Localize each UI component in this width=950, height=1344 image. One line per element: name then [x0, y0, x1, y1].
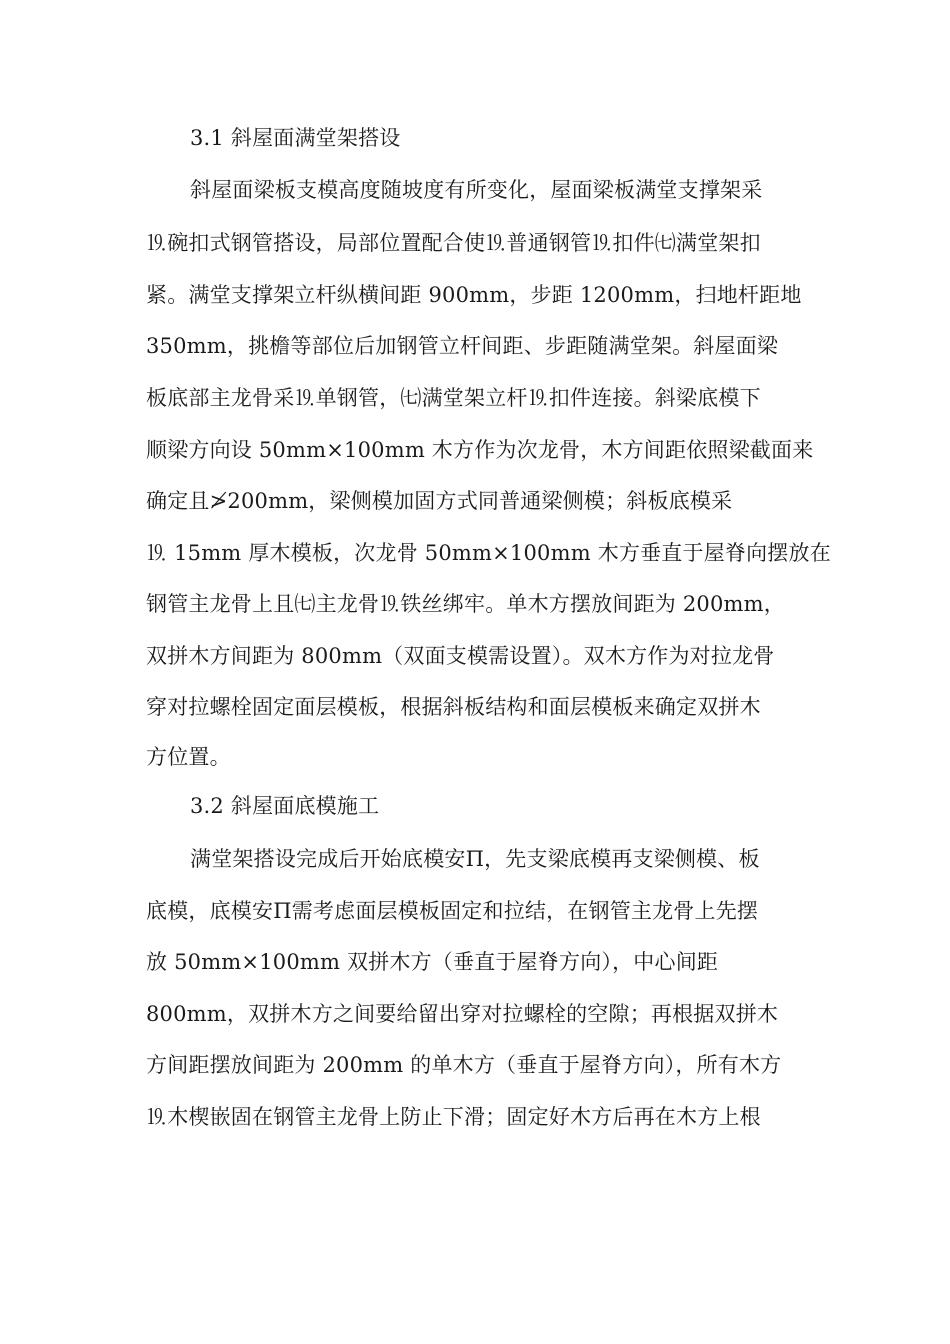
paragraph-line: ⒚碗扣式钢管搭设，局部位置配合使⒚普通钢管⒚扣件㈦满堂架扣 — [146, 231, 761, 255]
paragraph-line: 穿对拉螺栓固定面层模板，根据斜板结构和面层模板来确定双拼木 — [146, 695, 761, 719]
paragraph-line: 板底部主龙骨采⒚单钢管，㈦满堂架立杆⒚扣件连接。斜梁底模下 — [146, 386, 761, 410]
paragraph-line: 双拼木方间距为 800mm（双面支模需设置）。双木方作为对拉龙骨 — [146, 644, 775, 668]
paragraph-line: 800mm，双拼木方之间要给留出穿对拉螺栓的空隙；再根据双拼木 — [146, 1002, 779, 1026]
paragraph-line: 斜屋面梁板支模高度随坡度有所变化，屋面梁板满堂支撑架采 — [190, 178, 763, 202]
paragraph-line: 确定且≯200mm，梁侧模加固方式同普通梁侧模；斜板底模采 — [146, 489, 733, 513]
paragraph-line: 底模，底模安Π需考虑面层模板固定和拉结，在钢管主龙骨上先摆 — [146, 899, 759, 923]
paragraph-line: 350mm，挑檐等部位后加钢管立杆间距、步距随满堂架。斜屋面梁 — [146, 334, 779, 358]
paragraph-line: 放 50mm×100mm 双拼木方（垂直于屋脊方向），中心间距 — [146, 950, 719, 974]
section-heading-3-2: 3.2 斜屋面底模施工 — [190, 794, 380, 818]
paragraph-line: 满堂架搭设完成后开始底模安Π，先支梁底模再支梁侧模、板 — [190, 847, 760, 871]
paragraph-line: ⒚木楔嵌固在钢管主龙骨上防止下滑；固定好木方后再在木方上根 — [146, 1105, 761, 1129]
paragraph-line: 钢管主龙骨上且㈦主龙骨⒚铁丝绑牢。单木方摆放间距为 200mm， — [146, 592, 785, 616]
paragraph-line: 方间距摆放间距为 200mm 的单木方（垂直于屋脊方向），所有木方 — [146, 1053, 782, 1077]
paragraph-line: 方位置。 — [146, 745, 231, 769]
section-heading-3-1: 3.1 斜屋面满堂架搭设 — [190, 126, 401, 150]
paragraph-line: ⒚ 15mm 厚木模板，次龙骨 50mm×100mm 木方垂直于屋脊向摆放在 — [146, 541, 831, 565]
paragraph-line: 顺梁方向设 50mm×100mm 木方作为次龙骨，木方间距依照梁截面来 — [146, 438, 814, 462]
paragraph-line: 紧。满堂支撑架立杆纵横间距 900mm，步距 1200mm，扫地杆距地 — [146, 283, 802, 307]
